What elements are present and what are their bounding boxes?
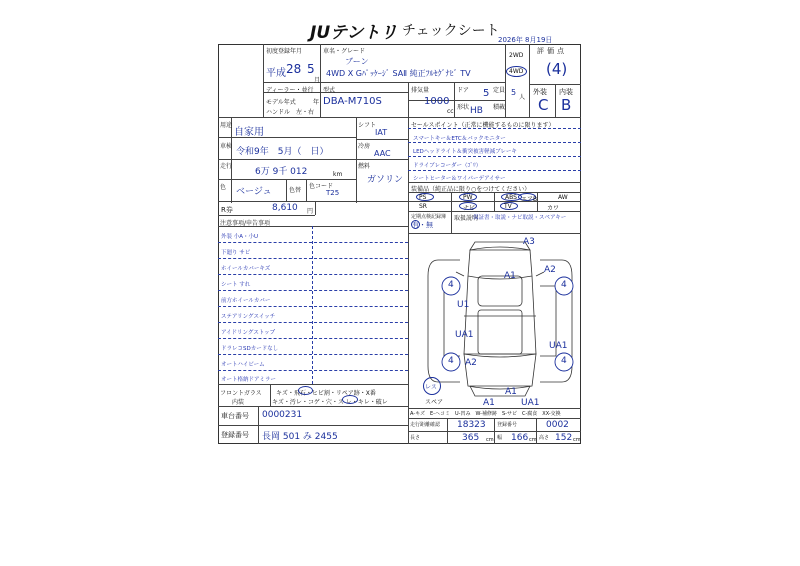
shape: HB — [470, 106, 483, 116]
damage-legend: A-キズ E-ヘコミ U-凹み W-補修跡 S-サビ C-腐食 XX-交換 — [410, 411, 561, 417]
sales-point-item: シートヒーター＆ワイパーデアイサー — [413, 176, 506, 182]
mileage: 6万 9千 012 — [255, 167, 308, 177]
sales-point-item: LEDヘッドライト＆衝突被害軽減ブレーキ — [413, 149, 517, 155]
equip-pw: PW — [463, 194, 473, 201]
stone-chip-circle — [298, 386, 313, 395]
fuel: ガソリン — [367, 175, 404, 185]
logo: JUテントリ — [310, 23, 398, 43]
confirm-value: 18323 — [457, 420, 486, 430]
note-item: 前方ホイールカバー — [221, 298, 271, 304]
drive-2wd: 2WD — [509, 52, 524, 59]
note-item: 外装 小A・小U — [221, 234, 259, 240]
width-label: 幅 — [497, 435, 503, 441]
length-label: 長さ — [410, 435, 421, 441]
stock-label: 車台番号 — [221, 412, 249, 420]
color-label: 色 — [220, 184, 227, 191]
shift-label: シフト — [358, 122, 377, 129]
name-label: 車名・グレード — [323, 48, 366, 55]
door-label: ドア — [457, 87, 469, 94]
damage-a1-rear: A1 — [505, 387, 517, 397]
damage-a2-rear: A2 — [465, 358, 477, 368]
shift: IAT — [375, 128, 388, 137]
plate-label: 登録番号 — [221, 431, 249, 439]
damage-a1-bumper: A1 — [483, 398, 495, 408]
name-line2: 4WD X Gﾊﾟｯｹｰｼﾞ SAⅡ 純正ﾌﾙｾｸﾞﾅﾋﾞ TV — [326, 69, 471, 78]
damage-a2-right: A2 — [544, 265, 556, 275]
record-value: 有・無 — [412, 221, 433, 229]
note-item: シート すれ — [221, 282, 251, 288]
weight-label: 積載 — [493, 104, 506, 111]
header — [310, 18, 510, 43]
equip-abs: ABS — [505, 194, 517, 201]
equip-ps: PS — [419, 194, 427, 201]
color-change-label: 色替 — [289, 187, 302, 194]
note-item: アイドリングストップ — [221, 330, 276, 336]
notes-label: 注意事項/申告事項 — [220, 220, 271, 227]
note-item: ステアリングスイッチ — [221, 314, 276, 320]
color-code: T25 — [326, 189, 340, 197]
score: (4) — [546, 60, 568, 78]
score-label: 評価点 — [537, 47, 567, 55]
capacity: 5 — [511, 88, 517, 97]
tire-rr: 4 — [561, 356, 567, 366]
page-title: チェックシート — [402, 23, 500, 39]
month-number: 5 — [307, 62, 315, 76]
date: 2026年 8月19日 — [498, 36, 553, 44]
model-year-label: モデル年式 — [266, 99, 296, 106]
height-unit: cm — [573, 437, 581, 443]
height-label: 高さ — [539, 435, 550, 441]
model-year-suffix: 年 — [313, 99, 320, 106]
equip-navi: ナビ — [463, 205, 476, 212]
sales-point-item: スマートキー＆ETC＆バックモニター — [413, 136, 506, 142]
front-glass-label: フロントガラス — [220, 390, 262, 397]
height: 152 — [555, 433, 573, 443]
katashiki: DBA-M710S — [323, 96, 382, 107]
cc-unit: cc — [447, 108, 454, 115]
equip-leather: カワ — [547, 205, 560, 212]
displacement-label: 排気量 — [411, 87, 430, 94]
aircon: AAC — [374, 149, 391, 158]
equipment-label: 装備品（純正品に限り○をつけてください） — [411, 186, 531, 193]
note-item: 下廻り サビ — [221, 250, 251, 256]
sales-point-item: ドライブレコーダー（ｺﾞﾘ） — [413, 163, 482, 169]
recycle-label: R券 — [221, 206, 233, 214]
width: 166 — [511, 433, 529, 443]
era-year: 28 — [286, 62, 302, 76]
tire-fr: 4 — [561, 280, 567, 290]
damage-a1-roof: A1 — [504, 271, 516, 281]
note-item: オートハイビーム — [221, 362, 265, 368]
shaken-label: 車検 — [220, 143, 233, 150]
displacement: 1000 — [424, 96, 450, 107]
first-reg-label: 初度登録年月 — [266, 48, 303, 55]
km-unit: km — [333, 171, 343, 178]
width-unit: cm — [529, 437, 537, 443]
damage-u1: U1 — [457, 300, 470, 310]
name-line1: ブーン — [345, 57, 369, 66]
fuel-label: 燃料 — [358, 163, 371, 170]
month-unit: 月 — [314, 77, 321, 84]
handle-label: ハンドル 左・右 — [266, 109, 315, 116]
capacity-unit: 人 — [519, 94, 526, 101]
use-label: 用途 — [220, 122, 233, 129]
front-glass-value: キズ・飛石・ヒビ割・リペア跡・X番 — [276, 390, 376, 397]
length-unit: cm — [486, 437, 494, 443]
interior-grade: B — [561, 96, 572, 114]
yen-unit: 円 — [307, 208, 314, 215]
mileage-label: 走行 — [220, 163, 233, 170]
length: 365 — [462, 433, 480, 443]
interior-label: 内装 — [559, 88, 573, 96]
sales-points-label: セールスポイント（正常に機能するものに限ります） — [411, 122, 555, 129]
shape-label: 形状 — [457, 104, 470, 111]
equip-aw: AW — [558, 194, 568, 201]
damage-a3: A3 — [523, 237, 535, 247]
doors: 5 — [483, 88, 490, 99]
shaken: 令和9年 5月（ 日） — [236, 147, 329, 157]
aircon-label: 冷房 — [358, 143, 371, 150]
note-item: オート格納ドアミラー — [221, 377, 276, 383]
tire-rl: 4 — [448, 356, 454, 366]
damage-ua1-bumper: UA1 — [521, 398, 540, 408]
stock: 0000231 — [262, 410, 303, 420]
spare-mark: レス — [425, 384, 437, 391]
dealer-label: ディーラー・並行 — [266, 87, 314, 94]
equip-tv: TV — [504, 203, 512, 210]
equip-airbag: エアB — [521, 196, 538, 203]
glass-interior-value: キズ・汚レ・コゲ・穴・ス レ・キレ・破レ — [272, 399, 388, 406]
reg-value: 0002 — [546, 420, 569, 430]
spare-label: スペア — [425, 399, 444, 406]
glass-interior-label: 内装 — [232, 399, 245, 406]
equip-sr: SR — [419, 203, 427, 210]
capacity-label: 定員 — [493, 87, 506, 94]
use: 自家用 — [234, 127, 264, 138]
recycle: 8,610 — [272, 203, 298, 213]
record-label: 定期点検記録簿 — [411, 214, 447, 220]
tire-fl: 4 — [448, 280, 454, 290]
exterior-grade: C — [538, 96, 549, 114]
katashiki-label: 型式 — [323, 87, 336, 94]
drive-4wd: 4WD — [509, 68, 524, 75]
note-item: ドラレコSDカードなし — [221, 346, 279, 352]
damage-ua1-left: UA1 — [455, 330, 474, 340]
rub-circle — [342, 395, 358, 404]
exterior-label: 外装 — [533, 88, 547, 96]
era: 平成 — [266, 68, 286, 79]
plate: 長岡 501 み 2455 — [262, 432, 338, 442]
car-diagram — [420, 236, 580, 408]
color: ベージュ — [236, 187, 272, 197]
note-item: ホイールカバーキズ — [221, 266, 271, 272]
confirm-label: 走行距離確認 — [410, 422, 441, 428]
damage-ua1-right: UA1 — [549, 341, 568, 351]
reg-label: 登録番号 — [497, 422, 518, 428]
color-code-label: 色コード — [309, 183, 334, 190]
manual-label: 取扱説明 — [454, 215, 479, 222]
manual-items: 保証書・取説・ナビ取説・スペアキー — [473, 215, 567, 221]
